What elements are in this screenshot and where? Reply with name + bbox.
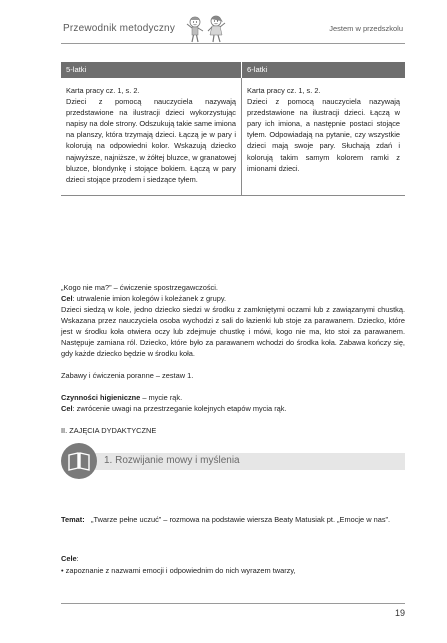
activity-text: Dzieci z pomocą nauczyciela nazywają przedstawione na ilustracji dzieci. Łączą w pary ich imiona, a następnie postaci stojące tyłem. Odpowiadają na pytanie, czy wszystkie dzieci mają swoje pary. Słuchają zdań i kolorują takim samym kolorem ramki z imionami dzieci. — [247, 97, 400, 173]
goal-label: Cel — [61, 404, 73, 413]
age-group-table — [61, 62, 405, 196]
hygiene-label: Czynności higieniczne — [61, 393, 141, 402]
module-banner — [61, 443, 405, 481]
module-title: 1. Rozwijanie mowy i myślenia — [104, 455, 240, 466]
lesson-topic — [61, 514, 405, 526]
game-title: „Kogo nie ma?” – ćwiczenie spostrzegawczości. — [61, 283, 218, 292]
cell-6-year-olds — [242, 78, 406, 195]
lesson-body — [61, 282, 405, 436]
game-goal — [61, 293, 405, 304]
topic-text: „Twarze pełne uczuć” – rozmowa na podstawie wiersza Beaty Matusiak pt. „Emocje w nas”. — [91, 515, 391, 524]
lesson-goals — [61, 553, 405, 577]
unit-title: Jestem w przedszkolu — [329, 24, 403, 33]
goal-item-text: zapoznanie z nazwami emocji i odpowiednim do nich wyrazem twarzy, — [65, 566, 296, 575]
header-divider — [61, 43, 405, 44]
goals-suffix: : — [76, 554, 79, 563]
children-illustration — [183, 13, 229, 43]
footer-divider — [61, 603, 405, 604]
page-number: 19 — [394, 608, 405, 618]
module-icon-circle — [61, 443, 97, 479]
book-icon — [61, 443, 97, 479]
column-header-5-year-olds: 5-latki — [61, 62, 242, 78]
hygiene-text: – mycie rąk. — [140, 393, 183, 402]
goal-list-item: • zapoznanie z nazwami emocji i odpowiednim do nich wyrazem twarzy, — [61, 566, 296, 575]
goal-label: Cel — [61, 294, 73, 303]
goal-text: : utrwalenie imion kolegów i koleżanek z grupy. — [72, 294, 227, 303]
worksheet-reference: Karta pracy cz. 1, s. 2. — [247, 86, 321, 95]
column-header-6-year-olds: 6-latki — [242, 62, 406, 78]
child-left-figure — [187, 17, 203, 42]
activity-text: Dzieci z pomocą nauczyciela nazywają przedstawione na ilustracji dzieci wykorzystując napisy na dole strony. Odszukują takie same imiona na planszy, która trzymają dzieci. Łączą je w pary i kolorują na odpowiedni kolor. Wskazują dziecko najwyższe, najniższe, w żółtej bluzce, w granatowej bluzce, blondynkę i stojące bokiem. Łączą w pary dzieci stojące przodem i siedzące tyłem. — [66, 97, 236, 184]
guide-title: Przewodnik metodyczny — [63, 23, 176, 34]
section-heading: II. ZAJĘCIA DYDAKTYCZNE — [61, 426, 157, 435]
hygiene-activity — [61, 392, 405, 403]
morning-exercises: Zabawy i ćwiczenia poranne – zestaw 1. — [61, 371, 194, 380]
page-header — [61, 17, 405, 43]
cell-5-year-olds — [61, 78, 242, 195]
topic-label: Temat: — [61, 515, 85, 524]
game-description: Dzieci siedzą w kole, jedno dziecko siedzi w środku z zamkniętymi oczami lub z zawiązanymi chustką. Wskazana przez nauczyciela osoba wychodzi z sali do łazienki lub stoje za parawanem. Dziecko, które jest w środku koła otwiera oczy lub zdejmuje chustkę i mówi, kogo nie ma, kto stoi za parawanem. Następuje zamiana ról. Dziecko, które było za parawanem wchodzi do środka koła. Zabawa kończy się, gdy każde dziecko będzie w środku koła. — [61, 305, 405, 358]
worksheet-reference: Karta pracy cz. 1, s. 2. — [66, 86, 140, 95]
goal-text: : zwrócenie uwagi na przestrzeganie kolejnych etapów mycia rąk. — [72, 404, 287, 413]
hygiene-goal — [61, 403, 405, 414]
goals-label: Cele — [61, 554, 77, 563]
child-right-figure — [208, 16, 225, 42]
